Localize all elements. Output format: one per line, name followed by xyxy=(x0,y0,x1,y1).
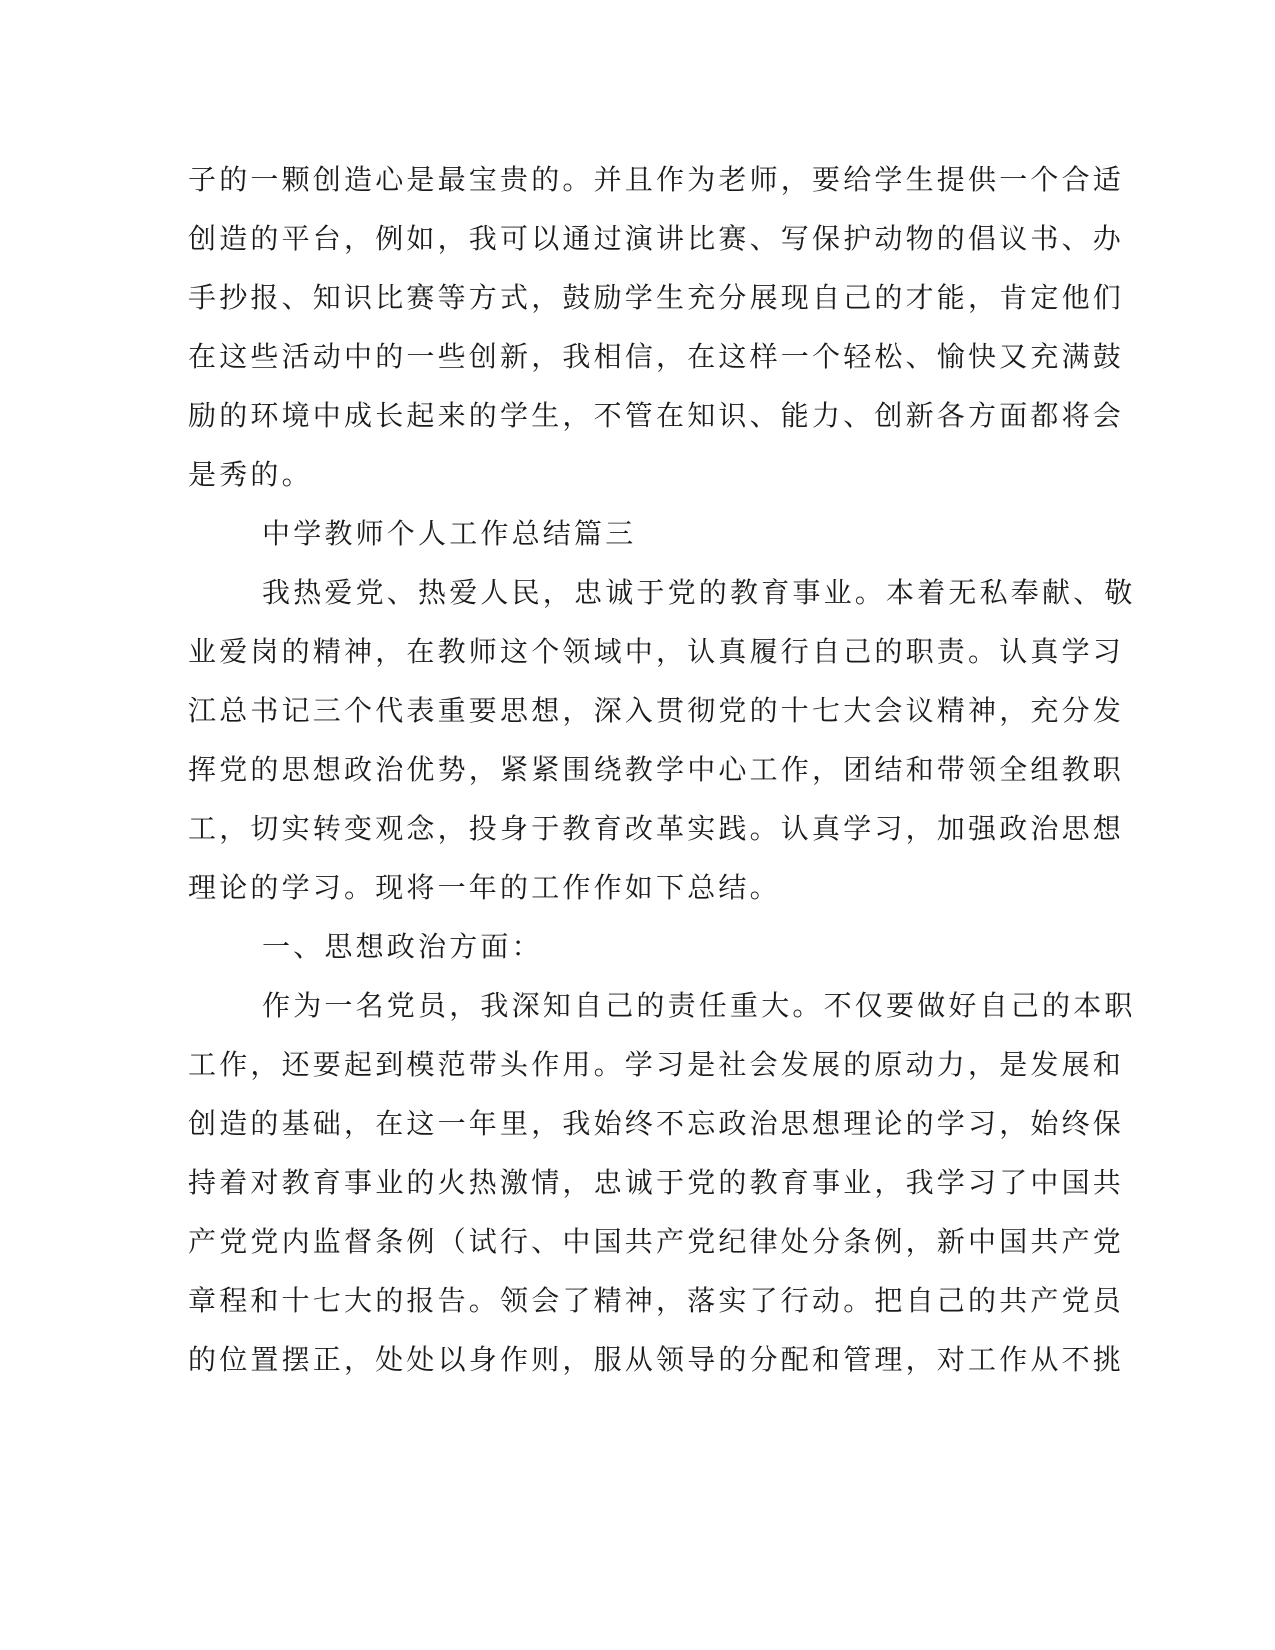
text-line: 挥党的思想政治优势，紧紧围绕教学中心工作，团结和带领全组教职 xyxy=(188,753,1125,786)
text-line: 创造的平台，例如，我可以通过演讲比赛、写保护动物的倡议书、办 xyxy=(188,222,1125,255)
text-line: 作为一名党员，我深知自己的责任重大。不仅要做好自己的本职 xyxy=(262,989,1136,1022)
text-line: 手抄报、知识比赛等方式，鼓励学生充分展现自己的才能，肯定他们 xyxy=(188,281,1125,314)
text-line: 工作，还要起到模范带头作用。学习是社会发展的原动力，是发展和 xyxy=(188,1048,1125,1081)
section-heading: 中学教师个人工作总结篇三 xyxy=(262,517,637,550)
text-line: 的位置摆正，处处以身作则，服从领导的分配和管理，对工作从不挑 xyxy=(188,1343,1125,1376)
text-line: 持着对教育事业的火热激情，忠诚于党的教育事业，我学习了中国共 xyxy=(188,1166,1125,1199)
text-line: 励的环境中成长起来的学生，不管在知识、能力、创新各方面都将会 xyxy=(188,399,1125,432)
text-line: 产党党内监督条例（试行、中国共产党纪律处分条例，新中国共产党 xyxy=(188,1225,1125,1258)
text-line: 是秀的。 xyxy=(188,458,313,491)
text-line: 章程和十七大的报告。领会了精神，落实了行动。把自己的共产党员 xyxy=(188,1284,1125,1317)
text-line: 业爱岗的精神，在教师这个领域中，认真履行自己的职责。认真学习 xyxy=(188,635,1125,668)
text-line: 创造的基础，在这一年里，我始终不忘政治思想理论的学习，始终保 xyxy=(188,1107,1125,1140)
subsection-heading: 一、思想政治方面： xyxy=(262,930,543,963)
text-line: 我热爱党、热爱人民，忠诚于党的教育事业。本着无私奉献、敬 xyxy=(262,576,1136,609)
text-line: 在这些活动中的一些创新，我相信，在这样一个轻松、愉快又充满鼓 xyxy=(188,340,1125,373)
text-line: 理论的学习。现将一年的工作作如下总结。 xyxy=(188,871,781,904)
text-line: 江总书记三个代表重要思想，深入贯彻党的十七大会议精神，充分发 xyxy=(188,694,1125,727)
text-line: 工，切实转变观念，投身于教育改革实践。认真学习，加强政治思想 xyxy=(188,812,1125,845)
text-line: 子的一颗创造心是最宝贵的。并且作为老师，要给学生提供一个合适 xyxy=(188,163,1125,196)
